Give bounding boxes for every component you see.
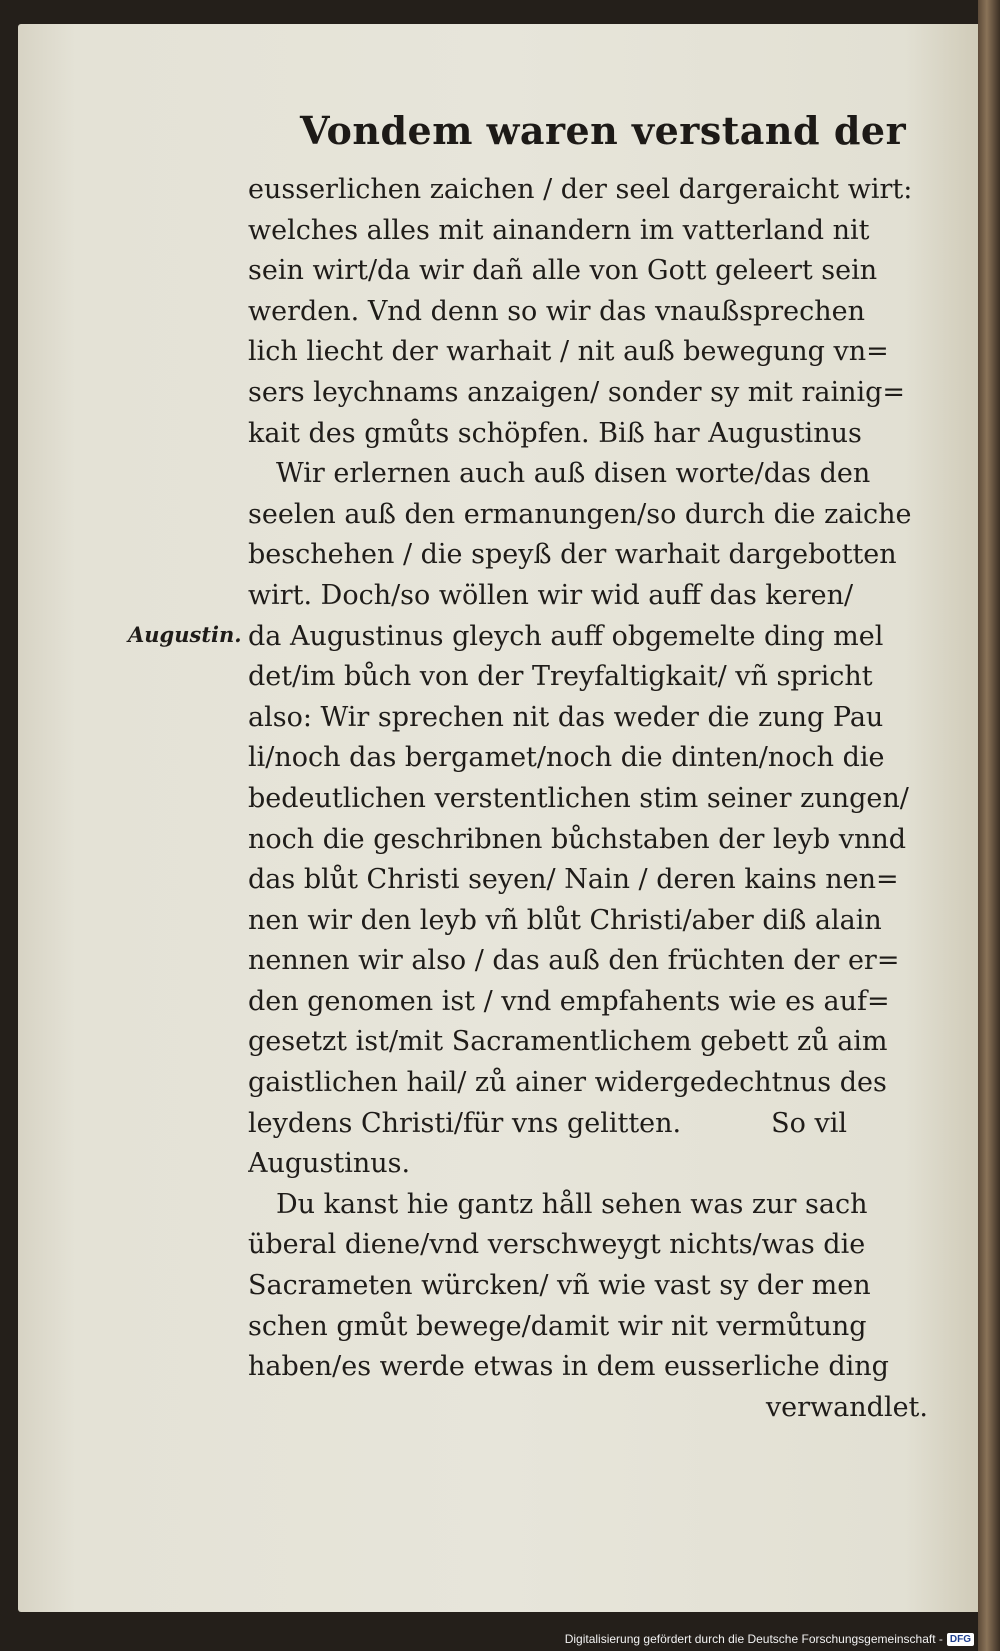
text-line: Du kanst hie gantz håll sehen was zur sach bbox=[276, 1188, 868, 1220]
margin-note: Augustin. bbox=[128, 622, 242, 647]
text-segment: leydens Christi/für vns gelitten. bbox=[248, 1107, 682, 1139]
text-line: überal diene/vnd verschweygt nichts/was die bbox=[248, 1229, 866, 1261]
dfg-logo: DFG bbox=[947, 1633, 974, 1646]
credit-text: Digitalisierung gefördert durch die Deutsche Forschungsgemeinschaft - bbox=[564, 1632, 943, 1646]
text-line: da Augustinus gleych auff obgemelte ding mel bbox=[248, 620, 884, 652]
text-line: haben/es werde etwas in dem eusserliche ding bbox=[248, 1351, 889, 1383]
text-line: det/im bůch von der Treyfaltigkait/ vñ spricht bbox=[248, 661, 873, 693]
text-line: welches alles mit ainandern im vatterland nit bbox=[248, 214, 870, 246]
text-line: schen gmůt bewege/damit wir nit vermůtung bbox=[248, 1310, 867, 1342]
text-line: li/noch das bergamet/noch die dinten/noch die bbox=[248, 742, 885, 774]
text-line: nennen wir also / das auß den früchten der er= bbox=[248, 945, 900, 977]
text-line: noch die geschribnen bůchstaben der leyb vnnd bbox=[248, 823, 907, 855]
text-line: verwandlet. bbox=[765, 1391, 928, 1423]
text-line: den genomen ist / vnd empfahents wie es auf= bbox=[248, 985, 890, 1017]
digitization-credit bbox=[565, 1629, 974, 1649]
text-line: bedeutlichen verstentlichen stim seiner zungen/ bbox=[248, 782, 909, 814]
text-line: beschehen / die speyß der warhait dargebotten bbox=[248, 539, 897, 571]
text-line: lich liecht der warhait / nit auß bewegung vn= bbox=[248, 336, 889, 368]
text-line: Augustinus. bbox=[248, 1148, 411, 1180]
text-line: sein wirt/da wir dañ alle von Gott geleert sein bbox=[248, 255, 878, 287]
running-header: Vondem waren verstand der bbox=[300, 108, 907, 153]
text-line: seelen auß den ermanungen/so durch die zaiche bbox=[248, 498, 912, 530]
text-line: werden. Vnd denn so wir das vnaußsprechen bbox=[248, 295, 866, 327]
text-line: gesetzt ist/mit Sacramentlichem gebett zů aim bbox=[248, 1026, 888, 1058]
text-line: nen wir den leyb vñ blůt Christi/aber diß alain bbox=[248, 904, 882, 936]
text-line: wirt. Doch/so wöllen wir wid auff das keren/ bbox=[248, 579, 854, 611]
text-line: das blůt Christi seyen/ Nain / deren kains nen= bbox=[248, 864, 899, 896]
text-line: eusserlichen zaichen / der seel dargeraicht wirt: bbox=[248, 174, 913, 205]
text-segment: So vil bbox=[771, 1107, 847, 1139]
text-line bbox=[248, 1104, 948, 1145]
book-edge bbox=[978, 0, 1000, 1651]
text-line: sers leychnams anzaigen/ sonder sy mit rainig= bbox=[248, 376, 906, 408]
text-line: also: Wir sprechen nit das weder die zung Pau bbox=[248, 701, 884, 733]
text-line: kait des gmůts schöpfen. Biß har Augustinus bbox=[248, 417, 862, 449]
text-line: gaistlichen hail/ zů ainer widergedechtnus des bbox=[248, 1067, 887, 1099]
text-line: Sacrameten würcken/ vñ wie vast sy der men bbox=[248, 1270, 871, 1302]
body-text bbox=[248, 170, 948, 1428]
text-line: Wir erlernen auch auß disen worte/das den bbox=[276, 458, 871, 490]
